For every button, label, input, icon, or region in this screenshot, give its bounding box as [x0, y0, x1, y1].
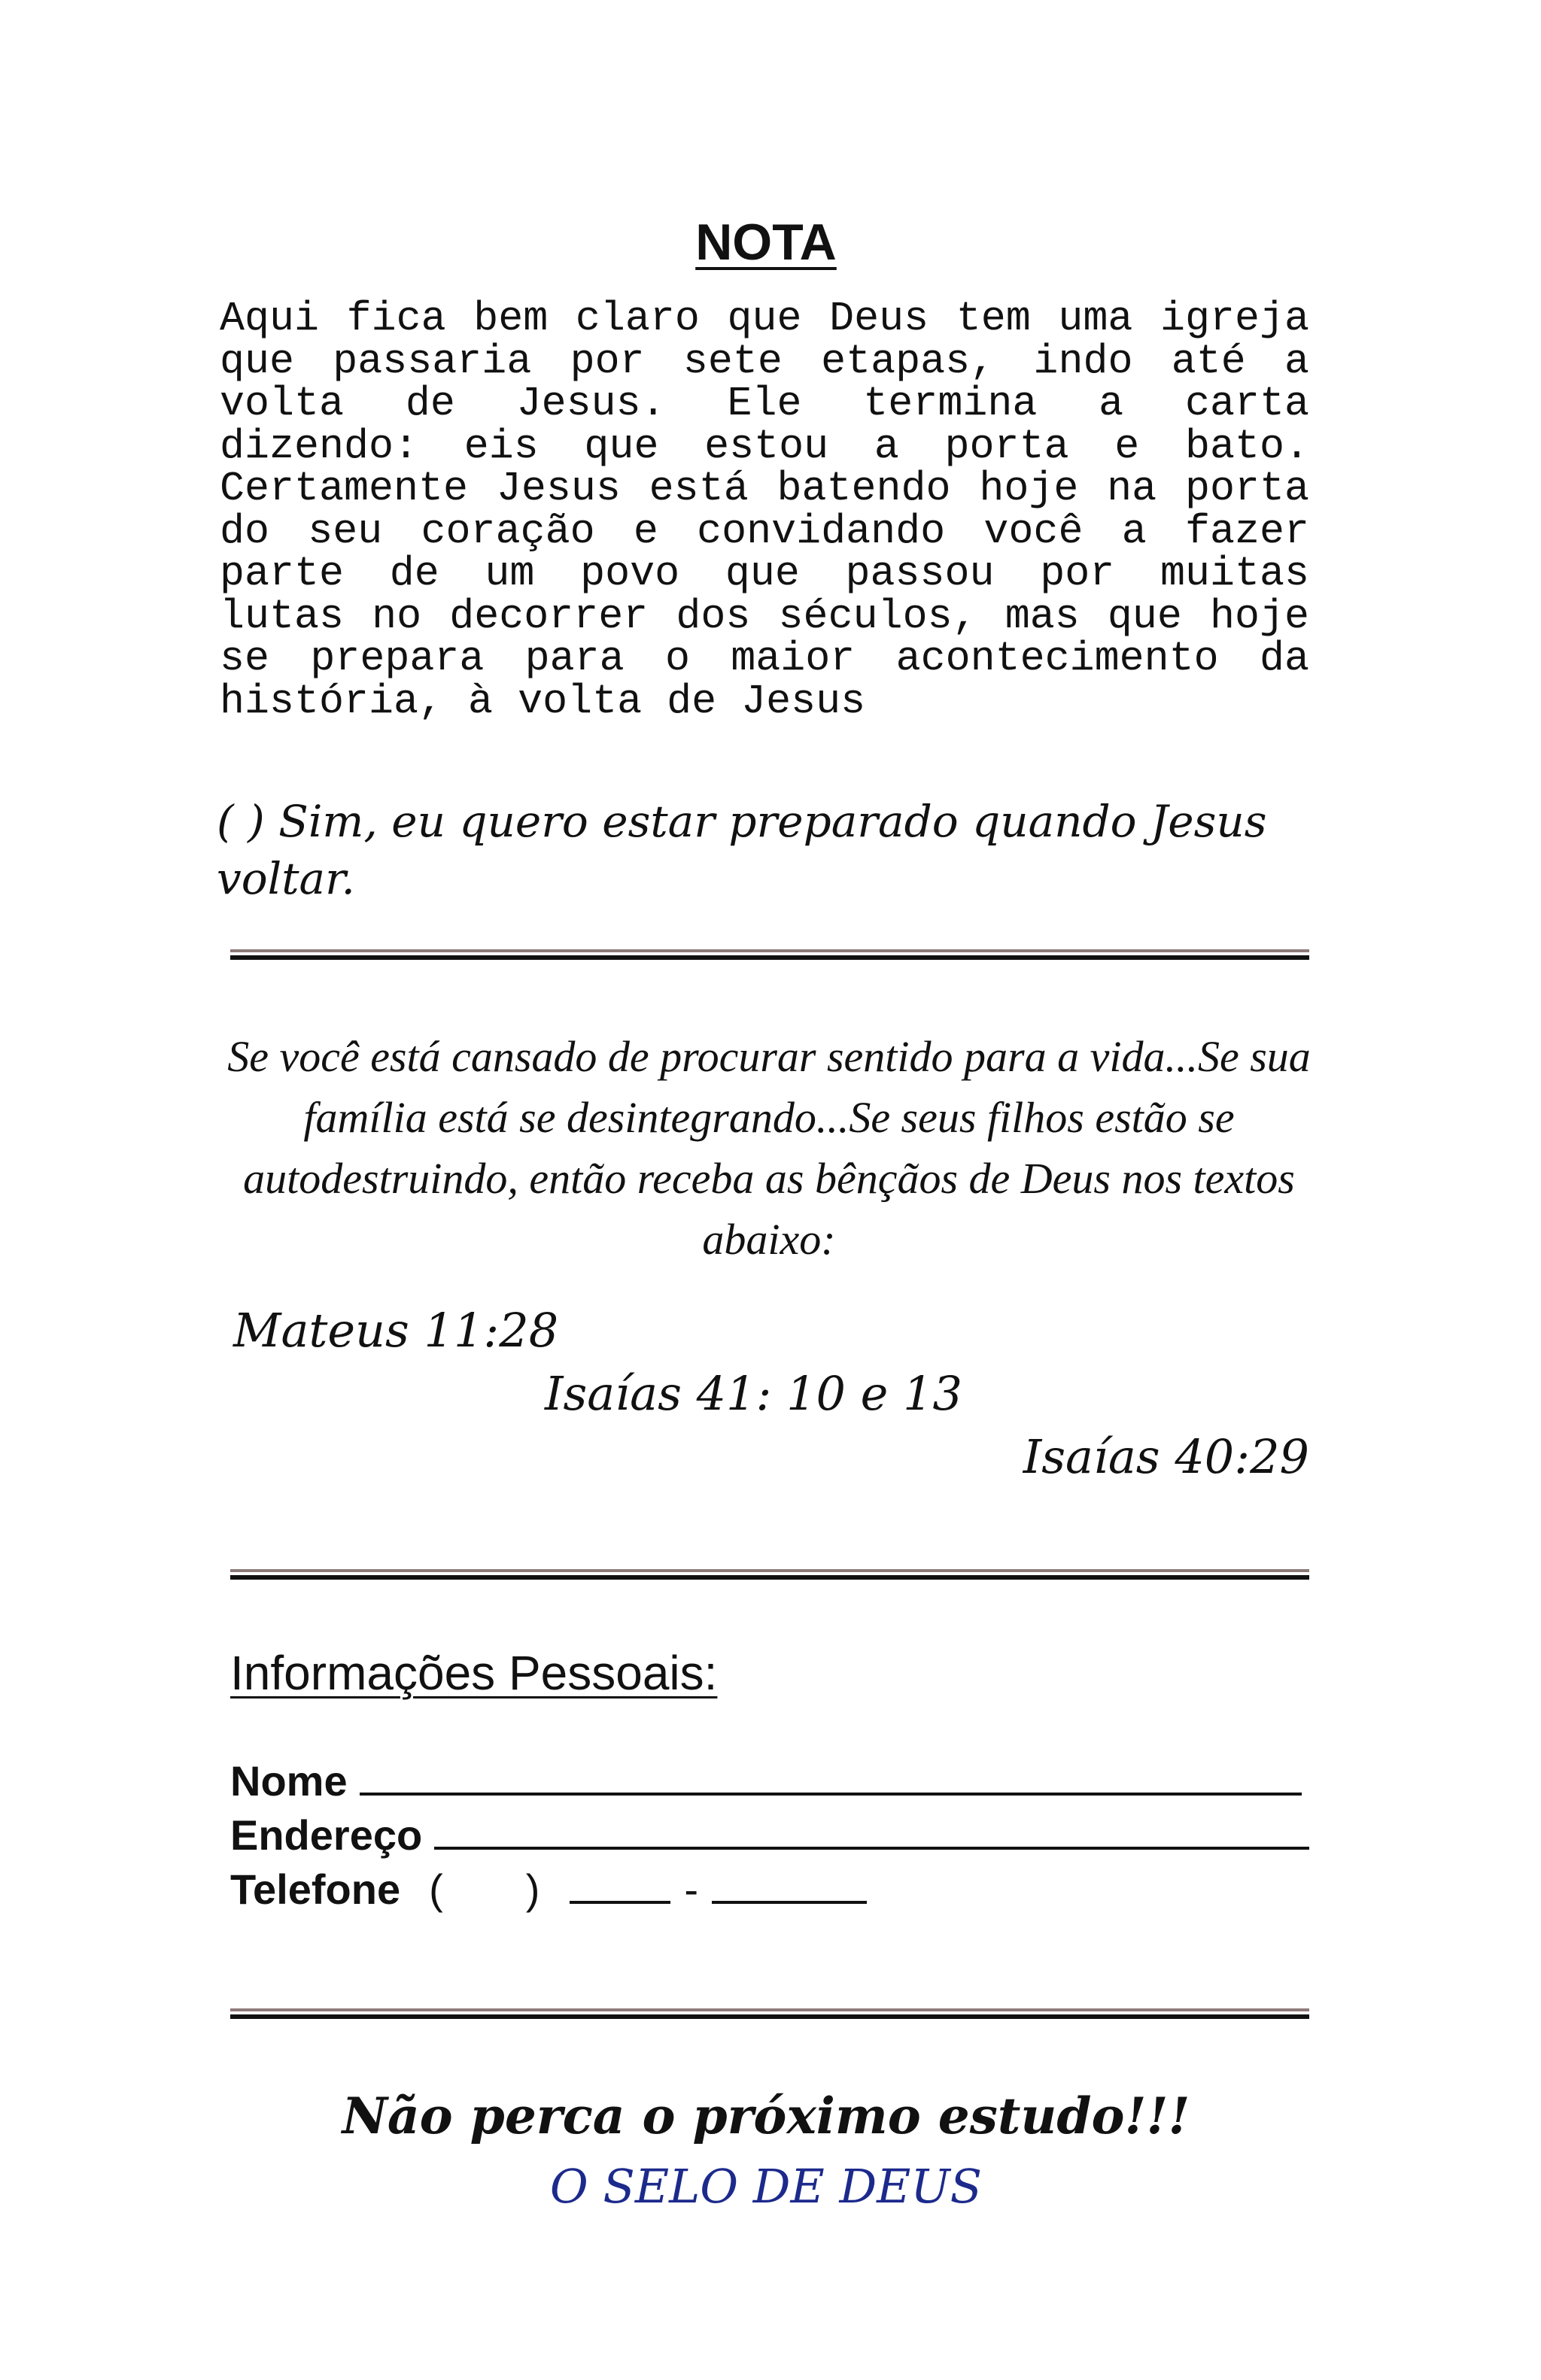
- confirmation-option: ( ) Sim, eu quero estar preparado quando Jesus voltar.: [217, 796, 1267, 904]
- next-study-title: O SELO DE DEUS: [549, 2159, 983, 2214]
- name-field[interactable]: [360, 1762, 1302, 1796]
- address-row: [230, 1811, 1309, 1859]
- phone-prefix-blank[interactable]: [570, 1871, 670, 1904]
- name-row: [230, 1757, 1302, 1805]
- divider-1: [230, 949, 1309, 960]
- divider-2: [230, 1569, 1309, 1580]
- verse-reference-2: Isaías 41: 10 e 13: [545, 1366, 962, 1421]
- address-field[interactable]: [434, 1817, 1309, 1850]
- verse-reference-1: Mateus 11:28: [233, 1303, 559, 1358]
- nota-title: NOTA: [695, 214, 837, 271]
- phone-dash: -: [684, 1865, 699, 1913]
- address-label: Endereço: [230, 1811, 423, 1859]
- phone-field[interactable]: [429, 1865, 867, 1913]
- phone-number-blank[interactable]: [712, 1871, 867, 1904]
- invitation-text: Se você está cansado de procurar sentido para a vida...Se sua família está se desintegrando...Se seus filhos estão se autodestruindo, então receba as bênçãos de Deus nos textos abaixo:: [227, 1032, 1311, 1264]
- phone-area-close: ): [525, 1865, 540, 1913]
- personal-info-form: [230, 1757, 1309, 1926]
- divider-3: [230, 2008, 1309, 2019]
- phone-area-open: (: [429, 1865, 443, 1913]
- personal-info-title: Informações Pessoais:: [230, 1646, 718, 1700]
- phone-label: Telefone: [230, 1865, 401, 1913]
- nota-body-text: Aqui fica bem claro que Deus tem uma igreja que passaria por sete etapas, indo até a volta de Jesus. Ele termina a carta dizendo: eis que estou a porta e bato. Certamente Jesus está batendo hoje na porta do seu coração e convidando você a fazer parte de um povo que passou por muitas lutas no decorrer dos séculos, mas que hoje se prepara para o maior acontecimento da história, à volta de Jesus: [220, 295, 1309, 725]
- name-label: Nome: [230, 1757, 348, 1805]
- next-study-reminder: Não perca o próximo estudo!!!: [342, 2087, 1190, 2145]
- verse-reference-3: Isaías 40:29: [1023, 1429, 1309, 1484]
- phone-row: [230, 1865, 1309, 1913]
